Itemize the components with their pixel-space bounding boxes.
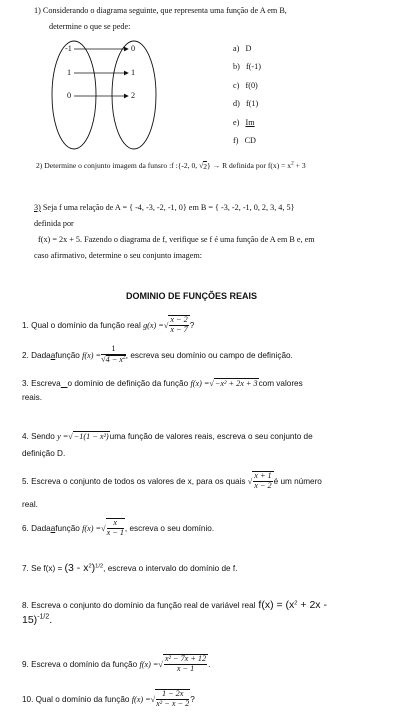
set-b-element: 1 <box>131 68 136 77</box>
p2-q10: 10. Qual o domínio da função f(x) = √ $\frac{1 - 2x}{\text{x² − x − 2}}$ ? <box>22 689 195 708</box>
q2-statement: 2) Determine o conjunto imagem da funsro :f :{-2, 0, √2} → R definida por $f(x) = x^2 + 3$ <box>36 160 306 172</box>
q1-statement: 1) Considerando o diagrama seguinte, que representa uma função de A em B, <box>34 6 287 15</box>
set-a-element: 0 <box>67 91 72 100</box>
p2-q8-line2: 15)$^{-1/2}$. <box>22 613 53 626</box>
p2-q3-line2: reais. <box>22 393 43 402</box>
p2-q4-line2: definição D. <box>22 449 66 458</box>
p2-q5: 5. Escreva o conjunto de todos os valores de x, para os quais √ $\frac{x + 1}{x - 2}$ é um número <box>22 471 322 490</box>
q3-line3: f(x) = 2x + 5. Fazendo o diagrama de f, verifique se f é uma função de A em B e, em <box>38 235 315 244</box>
section-title: DOMINIO DE FUNÇÕES REAIS <box>126 291 258 301</box>
set-b-element: 0 <box>131 44 136 53</box>
p2-q2: 2. Dada a função f(x) = $\frac{1}{√4 - x^2}$ , escreva seu domínio ou campo de definição. <box>22 344 293 364</box>
option-c: c) f(0) <box>233 80 258 90</box>
p2-q7: 7. Se $f(x) = (3 - x^2)^{1/2}$, escreva o intervalo do domínio de f. <box>22 562 238 574</box>
q3-line4: caso afirmativo, determine o seu conjunto imagem: <box>34 251 203 260</box>
p2-q3: 3. Escreva o domínio de definição da função f(x) = √ −x² + 2x + 3 com valores <box>22 378 303 388</box>
option-b: b) f(-1) <box>233 62 261 72</box>
q1-statement-line2: determine o que se pede: <box>49 22 131 31</box>
option-e: e) Im <box>233 117 255 127</box>
option-f: f) CD <box>233 136 256 146</box>
p2-q9: 9. Escreva o domínio da função f(x) = √ $\frac{\text{x² − 7x + 12}}{x - 1}$ . <box>22 654 211 673</box>
q3-line2: definida por <box>34 219 74 228</box>
p2-q4: 4. Sendo y = √ −1(1 − x²) uma função de valores reais, escreva o seu conjunto de <box>22 431 313 441</box>
p2-q1: 1. Qual o domínio da função real g(x) = √ $\frac{x - 2}{x - 7}$ ? <box>22 315 195 334</box>
p2-q8: 8. Escreva o conjunto do domínio da função real de variável real $f(x) = (x^2 + 2x$ - <box>22 599 327 611</box>
p2-q5-line2: real. <box>22 500 38 509</box>
set-b-element: 2 <box>131 91 136 100</box>
option-d: d) f(1) <box>233 99 259 109</box>
set-a-ellipse <box>52 41 96 149</box>
q3-statement: 3) Seja f uma relação de A = { -4, -3, -2, -1, 0} em B = { -3, -2, -1, 0, 2, 3, 4, 5} <box>34 203 295 212</box>
q1-options <box>233 40 261 150</box>
option-a: a) D <box>233 44 252 53</box>
set-a-element: -1 <box>65 44 72 53</box>
set-a-element: 1 <box>67 68 72 77</box>
p2-q6: 6. Dada a função f(x) = √ $\frac{x}{x - 1}$ , escreva o seu domínio. <box>22 518 215 537</box>
